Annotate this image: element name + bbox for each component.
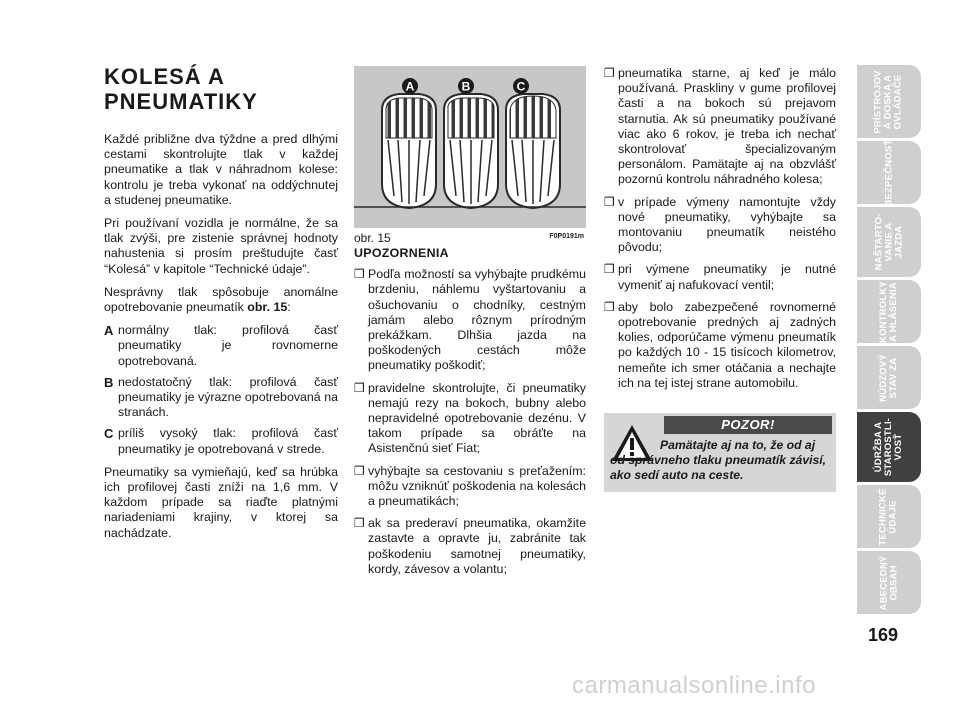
column-middle	[354, 246, 586, 584]
pressure-item-a	[104, 323, 338, 369]
warning-box	[604, 413, 836, 492]
tab-nastartovanie[interactable]	[857, 207, 921, 277]
pressure-item-c	[104, 426, 338, 456]
list-item-text: pneumatika starne, aj keď je málo používaná. Praskliny v gume profilovej časti a na bokoch sú prejavom starnutia. Ak sú pneumatiky používané viac ako 6 rokov, je treba ich nechať skontrolovať špecializovaným personálom. Pamätajte aj na obzvlášť pozornú kontrolu náhradného kolesa;	[618, 66, 836, 187]
pressure-term: B	[104, 374, 114, 390]
list-item	[604, 66, 836, 188]
watermark: carmanualsonline.info	[572, 672, 816, 699]
svg-text:A: A	[405, 79, 415, 94]
tire-wear-figure	[354, 66, 586, 228]
bullet-box: ❒	[604, 66, 615, 80]
pressure-item-b	[104, 375, 338, 421]
tab-label: NAŠTARTO- VANIE A JAZDA	[873, 213, 904, 271]
paragraph-1: Každé približne dva týždne a pred dlhými cestami skontrolujte tlak v každej pneumatike a tlak v náhradnom kolese: kontrolu je treba vykonať na oddýchnutej a studenej pneumatike.	[104, 132, 338, 207]
list-item-text: pri výmene pneumatiky je nutné vymeniť aj nafukovací ventil;	[618, 262, 836, 292]
tire-c	[506, 94, 560, 208]
label-a	[402, 78, 418, 94]
pressure-term: C	[104, 426, 114, 442]
list-item-text: v prípade výmeny namontujte vždy nové pneumatiky, vyhýbajte sa montovaniu pneumatík neistého pôvodu;	[618, 194, 836, 255]
warnings-list	[354, 267, 586, 577]
paragraph-3	[104, 285, 338, 315]
list-item-text: vyhýbajte sa cestovaniu s preťažením: môžu vzniknúť poškodenia na kolesách a pneumatikách;	[368, 463, 586, 509]
list-item	[604, 300, 836, 391]
svg-text:C: C	[516, 79, 526, 94]
tab-bezpecnost[interactable]	[857, 141, 921, 204]
pressure-term: A	[104, 323, 114, 339]
tab-kontrolky[interactable]	[857, 280, 921, 343]
pressure-definition: normálny tlak: profilová časť pneumatiky je rovnomerne opotrebovaná.	[118, 323, 338, 368]
tire-wear-illustration	[354, 66, 586, 228]
list-item-text: pravidelne skontrolujte, či pneumatiky nemajú rezy na bokoch, bubny alebo nepravidelné opotrebovanie dezénu. V takom prípade sa obráťte na Asistenčnú sieť Fiat;	[368, 380, 586, 456]
tire-a	[382, 94, 436, 208]
bullet-box: ❒	[604, 194, 615, 209]
tab-abecedny-obsah[interactable]	[857, 551, 921, 614]
figure-caption-label: obr. 15	[354, 231, 391, 245]
warning-header: POZOR!	[664, 416, 832, 434]
tab-label: TECHNICKÉ ÚDAJE	[878, 487, 899, 546]
bullet-box: ❒	[354, 516, 365, 531]
figure-code: F0P0191m	[549, 233, 584, 240]
svg-text:B: B	[461, 79, 471, 94]
bullet-box: ❒	[354, 380, 365, 395]
bullet-box: ❒	[604, 262, 615, 277]
list-item	[354, 516, 586, 577]
title-line-2: PNEUMATIKY	[104, 89, 258, 114]
list-item	[604, 262, 836, 292]
label-b	[458, 78, 474, 94]
advice-list	[604, 66, 836, 391]
list-item	[354, 381, 586, 457]
tab-label: NÚDZOVÝ STAV ZA	[877, 353, 899, 402]
tab-label: ABECEDNÝ OBSAH	[877, 555, 899, 610]
page-number: 169	[868, 625, 899, 645]
pressure-list	[104, 323, 338, 457]
list-item	[604, 195, 836, 256]
warnings-heading: UPOZORNENIA	[354, 246, 449, 260]
list-item	[354, 464, 586, 510]
column-right	[604, 66, 836, 398]
label-c	[513, 78, 529, 94]
bullet-box: ❒	[604, 299, 615, 314]
list-item	[354, 267, 586, 373]
title-line-1: KOLESÁ A	[104, 64, 225, 89]
tab-technicke-udaje[interactable]	[857, 485, 921, 548]
column-left	[104, 64, 338, 549]
paragraph-4: Pneumatiky sa vymieňajú, keď sa hrúbka ich profilovej časti zníži na 1,6 mm. V každom prípade sa riaďte platnými nariadeniami krajiny, v ktorej sa nachádzate.	[104, 464, 338, 540]
tab-nudzovy-stav[interactable]	[857, 346, 921, 409]
list-item-text: Podľa možností sa vyhýbajte prudkému brzdeniu, náhlemu vyštartovaniu a ošuchovaniu o chodníky, cestným jamám alebo rôznym prírodným prekážkam. Dlhšia jazda na poškodených cestách môže pneumatiky poškodiť;	[368, 267, 586, 373]
paragraph-3-end: :	[287, 300, 291, 315]
figure-reference: obr. 15	[247, 300, 288, 315]
pressure-definition: príliš vysoký tlak: profilová časť pneumatiky je opotrebovaná v strede.	[118, 426, 338, 456]
bullet-box: ❒	[354, 463, 365, 478]
tab-label: KONTROLKY A HLÁSENIA	[878, 280, 899, 343]
tab-label: ÚDRŽBA A STAROSTLI- VOSŤ	[872, 417, 904, 477]
paragraph-3-text: Nesprávny tlak spôsobuje anomálne opotrebovanie pneumatík	[104, 284, 338, 315]
tab-udrzba[interactable]	[857, 412, 921, 482]
page-title	[104, 64, 338, 114]
tab-label: PRÍSTROJOV Á DOSKA A OVLÁDAČE	[873, 69, 904, 134]
paragraph-2: Pri používaní vozidla je normálne, že sa tlak zvýši, pre zistenie správnej hodnoty nahustenia si prosím preštudujte časť “Kolesá” v kapitole “Technické údaje”.	[104, 216, 338, 276]
list-item-text: ak sa prederaví pneumatika, okamžite zastavte a opravte ju, zabránite tak poškodeniu samotnej pneumatiky, kordy, závesov a volantu;	[368, 516, 586, 576]
pressure-definition: nedostatočný tlak: profilová časť pneumatiky je výrazne opotrebovaná na stranách.	[118, 374, 338, 420]
warning-text: Pamätajte aj na to, že od aj od správneho tlaku pneumatík závisí, ako sedí auto na ceste.	[610, 438, 827, 482]
tab-label: BEZPEČNOSŤ	[883, 139, 894, 206]
bullet-box: ❒	[354, 267, 365, 282]
tab-pristrojova-doska[interactable]	[857, 65, 921, 138]
tire-b	[444, 94, 498, 208]
list-item-text: aby bolo zabezpečené rovnomerné opotrebovanie predných aj zadných kolies, odporúčame výmenu pneumatík po každých 10 - 15 tisícoch kilometrov, nemeňte ich smer otáčania a nechajte ich na tej istej strane automobilu.	[618, 299, 836, 390]
